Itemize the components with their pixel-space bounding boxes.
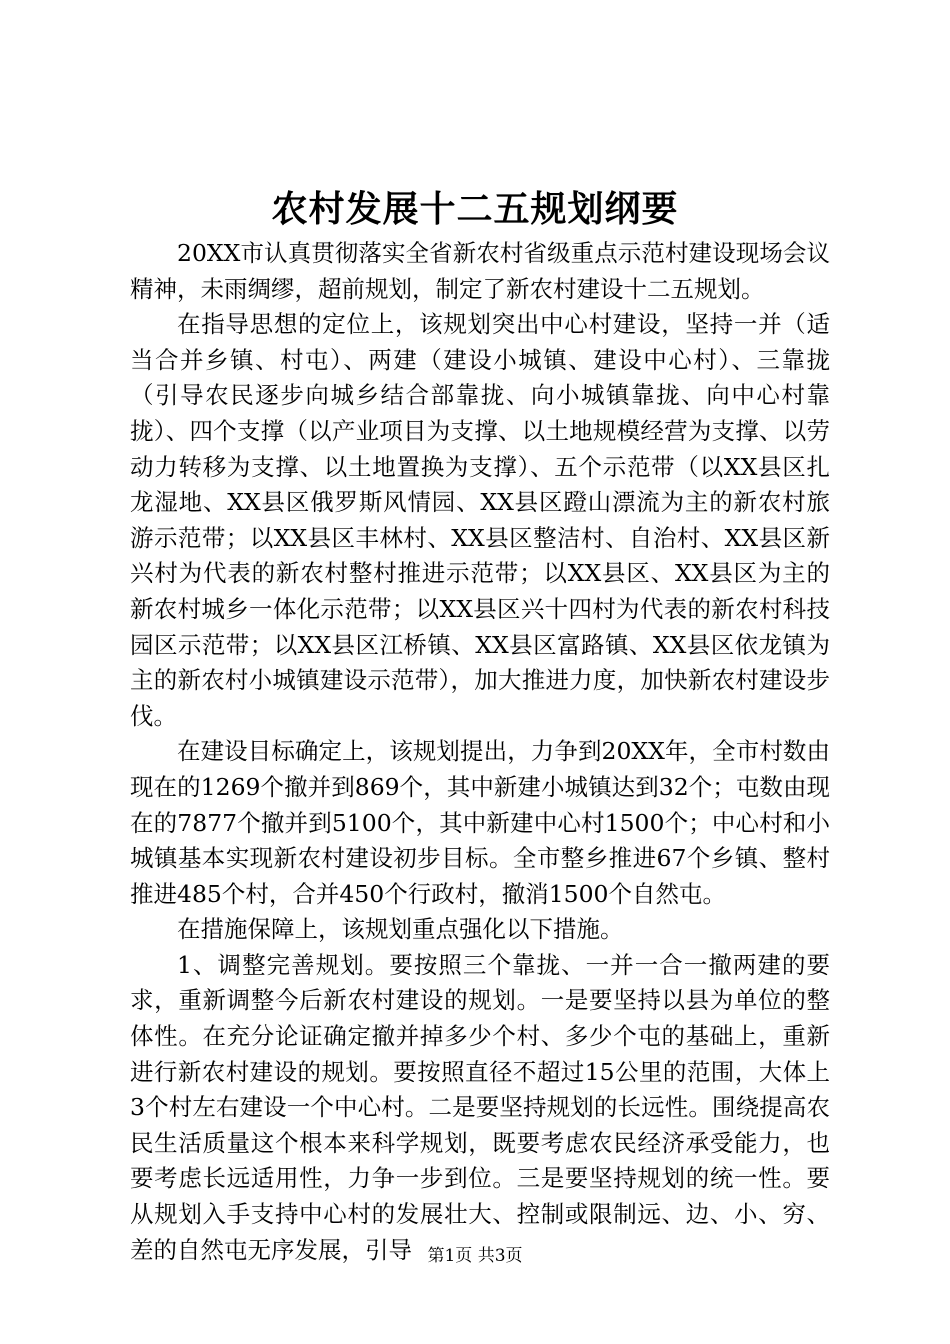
paragraph-construction-goals: 在建设目标确定上，该规划提出，力争到20XX年，全市村数由现在的1269个撤并到869个，其中新建小城镇达到32个；屯数由现在的7877个撤并到5100个，其中新建中心村1500个；中心村和小城镇基本实现新农村建设初步目标。全市整乡推进67个乡镇、整村推进485个村，合并450个行政村，撤消1500个自然屯。 <box>130 737 830 908</box>
page-footer: 第1页 共3页 <box>427 1246 523 1266</box>
document-title: 农村发展十二五规划纲要 <box>271 188 679 230</box>
paragraph-measures-intro: 在措施保障上，该规划重点强化以下措施。 <box>177 915 624 944</box>
document-body <box>130 236 830 1268</box>
paragraph-guiding-ideology: 在指导思想的定位上，该规划突出中心村建设，坚持一并（适当合并乡镇、村屯）、两建（建设小城镇、建设中心村）、三靠拢（引导农民逐步向城乡结合部靠拢、向小城镇靠拢、向中心村靠拢）、四个支撑（以产业项目为支撑、以土地规模经营为支撑、以劳动力转移为支撑、以土地置换为支撑）、五个示范带（以XX县区扎龙湿地、XX县区俄罗斯风情园、XX县区蹬山漂流为主的新农村旅游示范带；以XX县区丰林村、XX县区整洁村、自治村、XX县区新兴村为代表的新农村整村推进示范带；以XX县区、XX县区为主的新农村城乡一体化示范带；以XX县区兴十四村为代表的新农村科技园区示范带；以XX县区江桥镇、XX县区富路镇、XX县区依龙镇为主的新农村小城镇建设示范带），加大推进力度，加快新农村建设步伐。 <box>130 310 830 730</box>
paragraph-intro: 20XX市认真贯彻落实全省新农村省级重点示范村建设现场会议精神，未雨绸缪，超前规划，制定了新农村建设十二五规划。 <box>130 239 830 303</box>
paragraph-measure-1: 1、调整完善规划。要按照三个靠拢、一并一合一撤两建的要求，重新调整今后新农村建设的规划。一是要坚持以县为单位的整体性。在充分论证确定撤并掉多少个村、多少个屯的基础上，重新进行新农村建设的规划。要按照直径不超过15公里的范围，大体上3个村左右建设一个中心村。二是要坚持规划的长远性。围绕提高农民生活质量这个根本来科学规划，既要考虑农民经济承受能力，也要考虑长远适用性，力争一步到位。三是要坚持规划的统一性。要从规划入手支持中心村的发展壮大、控制或限制远、边、小、穷、差的自然屯无序发展，引导 <box>130 950 830 1264</box>
